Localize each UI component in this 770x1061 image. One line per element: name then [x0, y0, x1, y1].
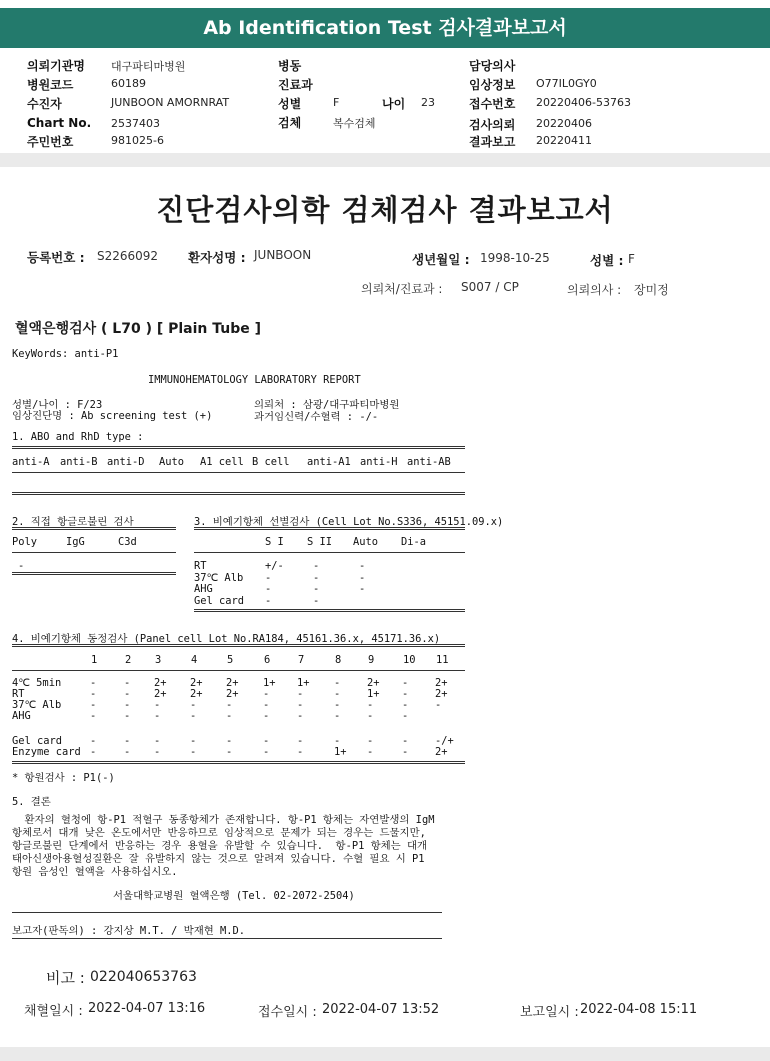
table-rule — [194, 552, 465, 553]
table-row-label: AHG — [194, 583, 213, 595]
table-cell: - — [124, 677, 131, 689]
header-value: 20220406 — [536, 117, 592, 130]
table-header: C3d — [118, 536, 137, 548]
collection-time-label: 채혈일시 : — [24, 1004, 83, 1019]
table-cell: - — [263, 699, 270, 711]
header-label: 병원코드 — [27, 78, 74, 92]
note-value: 022040653763 — [90, 969, 197, 985]
header-label: 주민번호 — [27, 135, 74, 149]
table-cell: - — [226, 746, 233, 758]
header-value: 대구파티마병원 — [111, 60, 186, 73]
table-cell: - — [367, 699, 374, 711]
table-cell: - — [367, 710, 374, 722]
table-cell: 2+ — [435, 688, 448, 700]
note-label: 비고 : — [46, 969, 85, 987]
registration-value: S2266092 — [97, 249, 159, 263]
table-header: 2 — [125, 654, 132, 666]
table-cell: - — [90, 735, 97, 747]
table-cell: - — [297, 735, 304, 747]
table-header: Auto — [353, 536, 379, 548]
patient-name-label: 환자성명 : — [188, 250, 246, 265]
doctor-label: 의뢰의사 : — [567, 283, 622, 297]
table-cell: - — [313, 560, 320, 572]
table-cell: - — [124, 735, 131, 747]
table-cell: - — [90, 688, 97, 700]
registration-label: 등록번호 : — [27, 250, 85, 265]
table-cell: - — [90, 677, 97, 689]
table-cell: 1+ — [263, 677, 276, 689]
clinical-dx-line: 임상진단명 : Ab screening test (+) — [12, 410, 213, 422]
table-cell: 2+ — [226, 688, 239, 700]
conclusion-line: 태아신생아용혈성질환은 잘 유발하지 않는 것으로 알려져 있습니다. 수혈 필요 시 P1 — [12, 853, 425, 865]
antigen-test: * 항원검사 : P1(-) — [12, 772, 115, 784]
header-label: 담당의사 — [469, 59, 516, 73]
section-title: 혈액은행검사 ( L70 ) [ Plain Tube ] — [15, 321, 262, 337]
collection-time-value: 2022-04-07 13:16 — [88, 1001, 206, 1016]
header-label: 검체 — [278, 116, 302, 130]
table-cell: - — [435, 699, 442, 711]
table-cell: - — [297, 746, 304, 758]
conclusion-line: 항원 음성인 혈액을 사용하십시오. — [12, 866, 178, 878]
table-header: IgG — [66, 536, 85, 548]
header-value: 23 — [421, 96, 435, 109]
birthdate-value: 1998-10-25 — [480, 251, 550, 265]
abo-section-title: 1. ABO and RhD type : — [12, 431, 144, 443]
header-value: O77IL0GY0 — [536, 77, 597, 90]
table-cell: - — [334, 677, 341, 689]
table-header: 8 — [335, 654, 342, 666]
table-cell: -/+ — [435, 735, 454, 747]
report-time-label: 보고일시 : — [520, 1005, 579, 1020]
header-label: 의뢰기관명 — [27, 59, 85, 73]
header-label: 결과보고 — [469, 135, 516, 149]
table-cell: - — [124, 688, 131, 700]
table-header: A1 cell — [200, 456, 244, 468]
table-cell: - — [154, 746, 161, 758]
table-cell: - — [402, 710, 409, 722]
report-title: 진단검사의학 검체검사 결과보고서 — [156, 193, 614, 227]
table-header: 9 — [368, 654, 375, 666]
table-header: anti-D — [107, 456, 145, 468]
sex-age-line: 성별/나이 : F/23 — [12, 399, 103, 411]
table-cell: 2+ — [435, 746, 448, 758]
table-cell: - — [190, 746, 197, 758]
dat-result: - — [18, 560, 25, 572]
header-label: 나이 — [382, 97, 406, 111]
table-cell: 2+ — [154, 677, 167, 689]
table-rule — [12, 644, 465, 647]
keywords: KeyWords: anti-P1 — [12, 348, 119, 360]
header-label: 검사의뢰 — [469, 118, 516, 132]
patient-name-value: JUNBOON — [254, 248, 312, 262]
table-header: anti-A1 — [307, 456, 351, 468]
table-cell: - — [124, 746, 131, 758]
header-value: JUNBOON AMORNRAT — [111, 96, 230, 109]
table-cell: - — [90, 746, 97, 758]
table-header: anti-H — [360, 456, 398, 468]
table-cell: - — [226, 735, 233, 747]
table-cell: - — [154, 699, 161, 711]
table-cell: - — [154, 735, 161, 747]
table-header: 1 — [91, 654, 98, 666]
table-cell: 2+ — [226, 677, 239, 689]
table-rule — [12, 670, 465, 671]
conclusion-line: 항체로서 대개 낮은 온도에서만 반응하므로 임상적으로 문제가 되는 경우는 드물지만, — [12, 827, 426, 839]
table-header: Poly — [12, 536, 38, 548]
department-label: 의뢰처/진료과 : — [361, 282, 443, 296]
table-rule — [12, 492, 465, 495]
header-value: 복수검체 — [333, 117, 376, 130]
table-header: anti-AB — [407, 456, 451, 468]
table-cell: - — [124, 710, 131, 722]
table-row-label: RT — [194, 560, 207, 572]
section-divider — [0, 153, 770, 167]
table-cell: - — [190, 735, 197, 747]
table-row-label: RT — [12, 688, 25, 700]
table-cell: - — [263, 746, 270, 758]
table-header: Di-a — [401, 536, 427, 548]
table-cell: - — [334, 699, 341, 711]
table-header: Auto — [159, 456, 185, 468]
table-row-label: 4℃ 5min — [12, 677, 62, 689]
table-rule — [12, 912, 442, 913]
table-cell: - — [265, 571, 272, 584]
header-label: 성별 — [278, 97, 302, 111]
table-cell: - — [265, 583, 272, 595]
header-label: 임상정보 — [469, 78, 516, 92]
table-cell: 2+ — [190, 688, 203, 700]
table-cell: 1+ — [367, 688, 380, 700]
table-rule — [12, 527, 176, 530]
header-value: 60189 — [111, 77, 146, 90]
table-cell: - — [359, 560, 366, 572]
table-header: 11 — [436, 654, 449, 666]
header-label: 진료과 — [278, 78, 313, 92]
table-header: S II — [307, 536, 333, 548]
header-value: 20220406-53763 — [536, 96, 631, 109]
table-cell: - — [297, 710, 304, 722]
table-header: 6 — [264, 654, 271, 666]
table-cell: - — [90, 699, 97, 711]
receipt-time-value: 2022-04-07 13:52 — [322, 1002, 440, 1017]
table-cell: - — [297, 699, 304, 711]
table-cell: - — [334, 710, 341, 722]
table-rule — [12, 938, 442, 939]
header-label: Chart No. — [27, 116, 92, 130]
table-row-label: 37℃ Alb — [12, 699, 62, 711]
table-row-label: Enzyme card — [12, 746, 81, 758]
department-value: S007 / CP — [461, 280, 519, 294]
table-cell: 2+ — [367, 677, 380, 689]
table-rule — [12, 472, 465, 473]
table-header: 10 — [403, 654, 416, 666]
table-rule — [12, 572, 176, 575]
lab-report-title: IMMUNOHEMATOLOGY LABORATORY REPORT — [148, 374, 361, 386]
conclusion-title: 5. 결론 — [12, 796, 51, 808]
table-header: 4 — [191, 654, 198, 666]
header-label: 수진자 — [27, 97, 62, 111]
table-cell: 2+ — [435, 677, 448, 689]
table-header: 3 — [155, 654, 162, 666]
table-cell: - — [226, 699, 233, 711]
header-label: 접수번호 — [469, 97, 516, 111]
receipt-time-label: 접수일시 : — [258, 1005, 317, 1020]
header-value: 981025-6 — [111, 134, 164, 147]
table-cell: - — [154, 710, 161, 722]
table-cell: - — [359, 583, 366, 595]
table-cell: - — [263, 688, 270, 700]
header-value: 2537403 — [111, 117, 160, 130]
table-cell: - — [263, 735, 270, 747]
table-cell: - — [313, 583, 320, 595]
table-cell: - — [402, 699, 409, 711]
table-cell: - — [190, 699, 197, 711]
table-cell: - — [367, 735, 374, 747]
table-rule — [194, 527, 465, 530]
sex-label: 성별 : — [590, 253, 624, 268]
table-header: anti-A — [12, 456, 50, 468]
table-cell: 2+ — [190, 677, 203, 689]
header-value: F — [333, 96, 340, 109]
reporter-line: 보고자(판독의) : 강지상 M.T. / 박재현 M.D. — [12, 925, 246, 937]
table-header: 5 — [227, 654, 234, 666]
table-cell: - — [402, 677, 409, 689]
table-row-label: Gel card — [194, 594, 245, 607]
table-cell: +/- — [265, 560, 284, 572]
table-rule — [12, 761, 465, 764]
birthdate-label: 생년월일 : — [412, 252, 470, 267]
table-cell: 1+ — [334, 746, 347, 758]
table-cell: - — [263, 710, 270, 722]
table-cell: - — [297, 688, 304, 700]
table-header: anti-B — [60, 456, 98, 468]
table-row-label: Gel card — [12, 735, 63, 747]
table-header: 7 — [298, 654, 305, 666]
table-cell: - — [90, 710, 97, 722]
bottom-divider — [0, 1047, 770, 1061]
table-cell: - — [190, 710, 197, 722]
doctor-value: 장미정 — [634, 283, 669, 297]
table-cell: - — [367, 746, 374, 758]
panel-section-title: 4. 비예기항체 동정검사 (Panel cell Lot No.RA184, 45161.36.x, 45171.36.x) — [12, 633, 441, 645]
table-cell: - — [334, 688, 341, 700]
history-line: 과거임신력/수혈력 : -/- — [254, 411, 379, 423]
sex-value: F — [628, 252, 635, 266]
table-cell: - — [313, 594, 320, 607]
table-cell: - — [313, 571, 320, 584]
table-header: S I — [265, 536, 284, 548]
requester-line: 의뢰처 : 삼광/대구파티마병원 — [254, 399, 400, 411]
table-cell: - — [226, 710, 233, 722]
table-cell: - — [265, 594, 272, 607]
table-cell: 2+ — [154, 688, 167, 700]
table-header: B cell — [252, 456, 290, 468]
table-cell: - — [124, 699, 131, 711]
header-value: 20220411 — [536, 134, 592, 147]
blood-bank-info: 서울대학교병원 혈액은행 (Tel. 02-2072-2504) — [113, 890, 355, 902]
table-cell: - — [402, 735, 409, 747]
table-cell: 1+ — [297, 677, 310, 689]
table-cell: - — [334, 735, 341, 747]
report-time-value: 2022-04-08 15:11 — [580, 1002, 698, 1017]
table-row-label: 37℃ Alb — [194, 571, 244, 584]
dat-section-title: 2. 직접 항글로불린 검사 — [12, 516, 134, 528]
report-banner-title: Ab Identification Test 검사결과보고서 — [0, 8, 770, 48]
screening-section-title: 3. 비예기항체 선별검사 (Cell Lot No.S336, 45151.09.x) — [194, 516, 504, 528]
conclusion-line: 환자의 혈청에 항-P1 적혈구 동종항체가 존재합니다. 항-P1 항체는 자연발생의 IgM — [12, 814, 435, 826]
table-cell: - — [359, 571, 366, 584]
table-cell: - — [402, 688, 409, 700]
header-label: 병동 — [278, 59, 302, 73]
table-rule — [12, 552, 176, 553]
table-rule — [194, 609, 465, 612]
conclusion-line: 항글로불린 단계에서 반응하는 경우 용혈을 유발할 수 있습니다. 항-P1 항체는 대개 — [12, 840, 428, 852]
table-cell: - — [402, 746, 409, 758]
table-row-label: AHG — [12, 710, 31, 722]
table-rule — [12, 446, 465, 449]
